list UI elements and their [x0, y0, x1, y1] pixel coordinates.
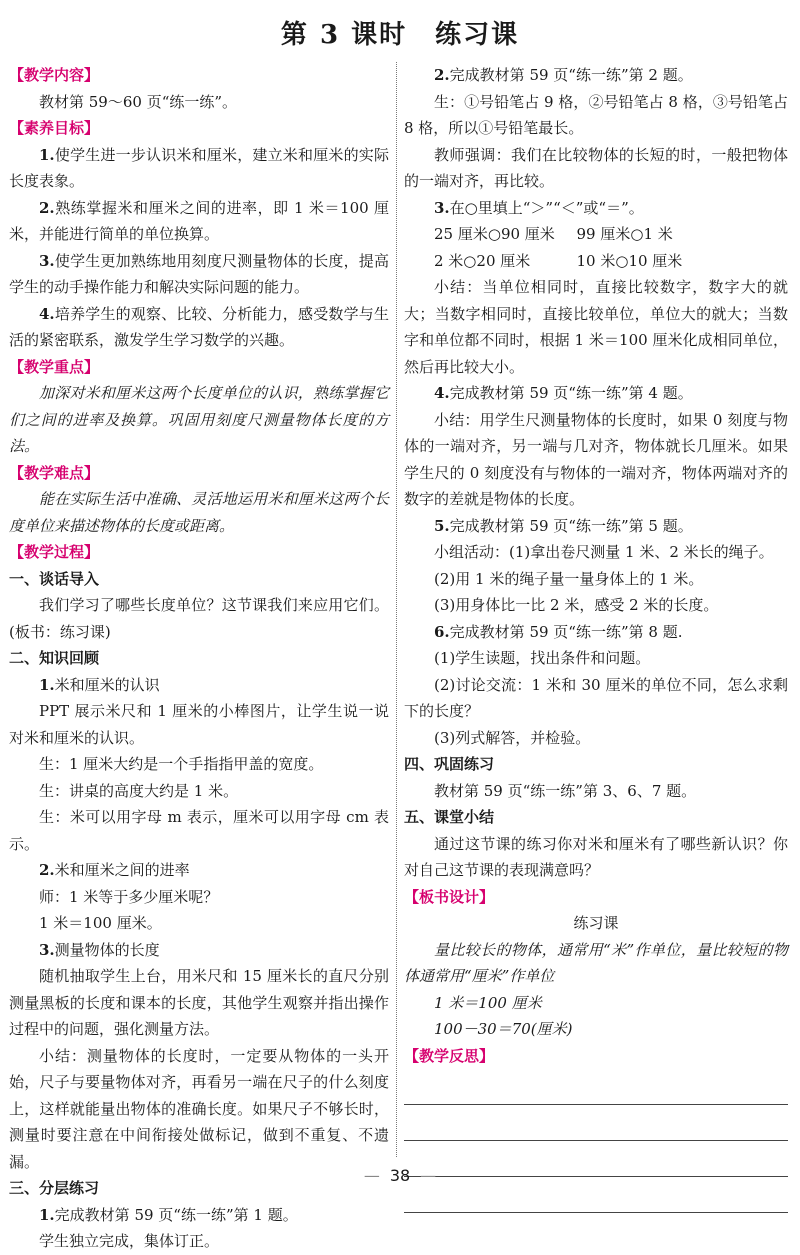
part-one-text: 我们学习了哪些长度单位？这节课我们来应用它们。(板书：练习课): [9, 596, 389, 641]
teacher-emphasis: 教师强调：我们在比较物体的长短的时，一般把物体的一端对齐，再比较。: [404, 145, 788, 190]
writing-line: [404, 1105, 788, 1141]
section-process-heading: 【教学过程】: [9, 543, 100, 561]
board-text: 量比较长的物体，通常用“米”作单位，量比较短的物体通常用“厘米”作单位: [404, 940, 788, 985]
activity-step: (2)用 1 米的绳子量一量身体上的 1 米。: [434, 569, 704, 588]
summary-text: 小结：测量物体的长度时，一定要从物体的一头开始，尺子与要量物体对齐，再看另一端在尺子的什么刻度上，这样就能量出物体的准确长度。如果尺子不够长时，测量时要注意在中间衔接处做标记，做到不重复、不遗漏。: [9, 1046, 389, 1171]
exercise-item: 1.完成教材第 59 页“练一练”第 1 题。: [39, 1205, 298, 1224]
exercise-item: 5.完成教材第 59 页“练一练”第 5 题。: [434, 516, 693, 535]
section-key-heading: 【教学重点】: [9, 357, 100, 376]
review-item-heading: 2.米和厘米之间的进率: [39, 861, 190, 879]
footer-dash: —: [420, 1166, 437, 1185]
board-line: 1 米＝100 厘米: [434, 993, 542, 1012]
exercise-item: 2.完成教材第 59 页“练一练”第 2 题。: [434, 66, 693, 84]
content-text: 教材第 59～60 页“练一练”。: [39, 92, 238, 111]
difficulty-text: 能在实际生活中准确、灵活地运用米和厘米这两个长度单位来描述物体的长度或距离。: [9, 490, 389, 535]
right-column: [404, 62, 788, 1213]
activity-step: (3)列式解答，并检验。: [434, 728, 591, 747]
exercise-text: 学生独立完成，集体订正。: [39, 1232, 220, 1250]
left-column: [9, 62, 389, 1255]
part-four-heading: 四、巩固练习: [404, 755, 495, 773]
wrapup-text: 通过这节课的练习你对米和厘米有了哪些新认识？你对自己这节课的表现满意吗？: [404, 834, 788, 879]
activity-step: (3)用身体比一比 2 米，感受 2 米的长度。: [434, 596, 719, 614]
section-difficulty-heading: 【教学难点】: [9, 463, 100, 482]
activity-step: 小组活动：(1)拿出卷尺测量 1 米、2 米长的绳子。: [434, 543, 774, 561]
lesson-title: 第 3 课时 练习课: [280, 20, 520, 50]
goal-item: 1.使学生进一步认识米和厘米，建立米和厘米的实际长度表象。: [9, 145, 389, 190]
student-answer: 生：1 厘米大约是一个手指指甲盖的宽度。: [39, 755, 324, 773]
review-item-heading: 1.米和厘米的认识: [39, 675, 160, 694]
part-five-heading: 五、课堂小结: [404, 808, 495, 826]
part-two-heading: 二、知识回顾: [9, 649, 100, 667]
comparison-blank: 10 米○10 厘米: [576, 251, 683, 270]
activity-step: (2)讨论交流：1 米和 30 厘米的单位不同，怎么求剩下的长度？: [404, 675, 788, 720]
comparison-blank: 25 厘米○90 厘米: [434, 225, 555, 243]
part-one-heading: 一、谈话导入: [9, 569, 100, 588]
student-answer: 生：①号铅笔占 9 格，②号铅笔占 8 格，③号铅笔占 8 格，所以①号铅笔最长。: [404, 92, 788, 137]
answer-text: 1 米＝100 厘米。: [39, 914, 162, 932]
section-reflection-heading: 【教学反思】: [404, 1046, 495, 1065]
section-content-heading: 【教学内容】: [9, 66, 100, 84]
activity-step: (1)学生读题，找出条件和问题。: [434, 649, 651, 667]
comparison-row: [404, 221, 788, 248]
comparison-blank: 99 厘米○1 米: [576, 225, 673, 243]
writing-line: [404, 1069, 788, 1105]
section-goals-heading: 【素养目标】: [9, 119, 100, 137]
footer-dash: —: [363, 1166, 380, 1185]
summary-text: 小结：用学生尺测量物体的长度时，如果 0 刻度与物体的一端对齐，另一端与几对齐，物体就长几厘米。如果学生尺的 0 刻度没有与物体的一端对齐，物体两端对齐的数字的差就是物体的长度。: [404, 410, 788, 508]
goal-item: 4.培养学生的观察、比较、分析能力，感受数学与生活的紧密联系，激发学生学习数学的兴趣。: [9, 304, 389, 349]
exercise-item: 6.完成教材第 59 页“练一练”第 8 题.: [434, 622, 683, 641]
comparison-blank: 2 米○20 厘米: [434, 251, 531, 270]
teacher-question: 师：1 米等于多少厘米呢？: [39, 887, 219, 906]
part-three-heading: 三、分层练习: [9, 1179, 100, 1197]
reflection-lines: [404, 1069, 788, 1213]
exercise-item: 3.在○里填上“＞”“＜”或“＝”。: [434, 198, 644, 217]
board-line: 100－30＝70(厘米): [434, 1020, 573, 1038]
review-text: PPT 展示米尺和 1 厘米的小棒图片，让学生说一说对米和厘米的认识。: [9, 702, 389, 747]
review-text: 随机抽取学生上台，用米尺和 15 厘米长的直尺分别测量黑板的长度和课本的长度，其他学生观察并指出操作过程中的问题，强化测量方法。: [9, 967, 389, 1038]
comparison-row: [404, 248, 788, 275]
page-footer: [0, 1166, 800, 1185]
column-divider: [396, 62, 397, 1157]
board-title: 练习课: [573, 914, 619, 932]
review-item-heading: 3.测量物体的长度: [39, 940, 160, 959]
section-board-heading: 【板书设计】: [404, 887, 495, 906]
student-answer: 生：米可以用字母 m 表示，厘米可以用字母 cm 表示。: [9, 808, 389, 853]
goal-item: 3.使学生更加熟练地用刻度尺测量物体的长度，提高学生的动手操作能力和解决实际问题的能力。: [9, 251, 389, 296]
practice-text: 教材第 59 页“练一练”第 3、6、7 题。: [434, 781, 697, 800]
key-text: 加深对米和厘米这两个长度单位的认识，熟练掌握它们之间的进率及换算。巩固用刻度尺测量物体长度的方法。: [9, 384, 389, 455]
summary-text: 小结：当单位相同时，直接比较数字，数字大的就大；当数字相同时，直接比较单位，单位大的就大；当数字和单位都不同时，根据 1 米＝100 厘米化成相同单位，然后再比较大小。: [404, 278, 788, 376]
goal-item: 2.熟练掌握米和厘米之间的进率，即 1 米＝100 厘米，并能进行简单的单位换算。: [9, 198, 389, 243]
exercise-item: 4.完成教材第 59 页“练一练”第 4 题。: [434, 384, 693, 402]
page-number: 38: [389, 1166, 411, 1185]
student-answer: 生：讲桌的高度大约是 1 米。: [39, 781, 239, 800]
